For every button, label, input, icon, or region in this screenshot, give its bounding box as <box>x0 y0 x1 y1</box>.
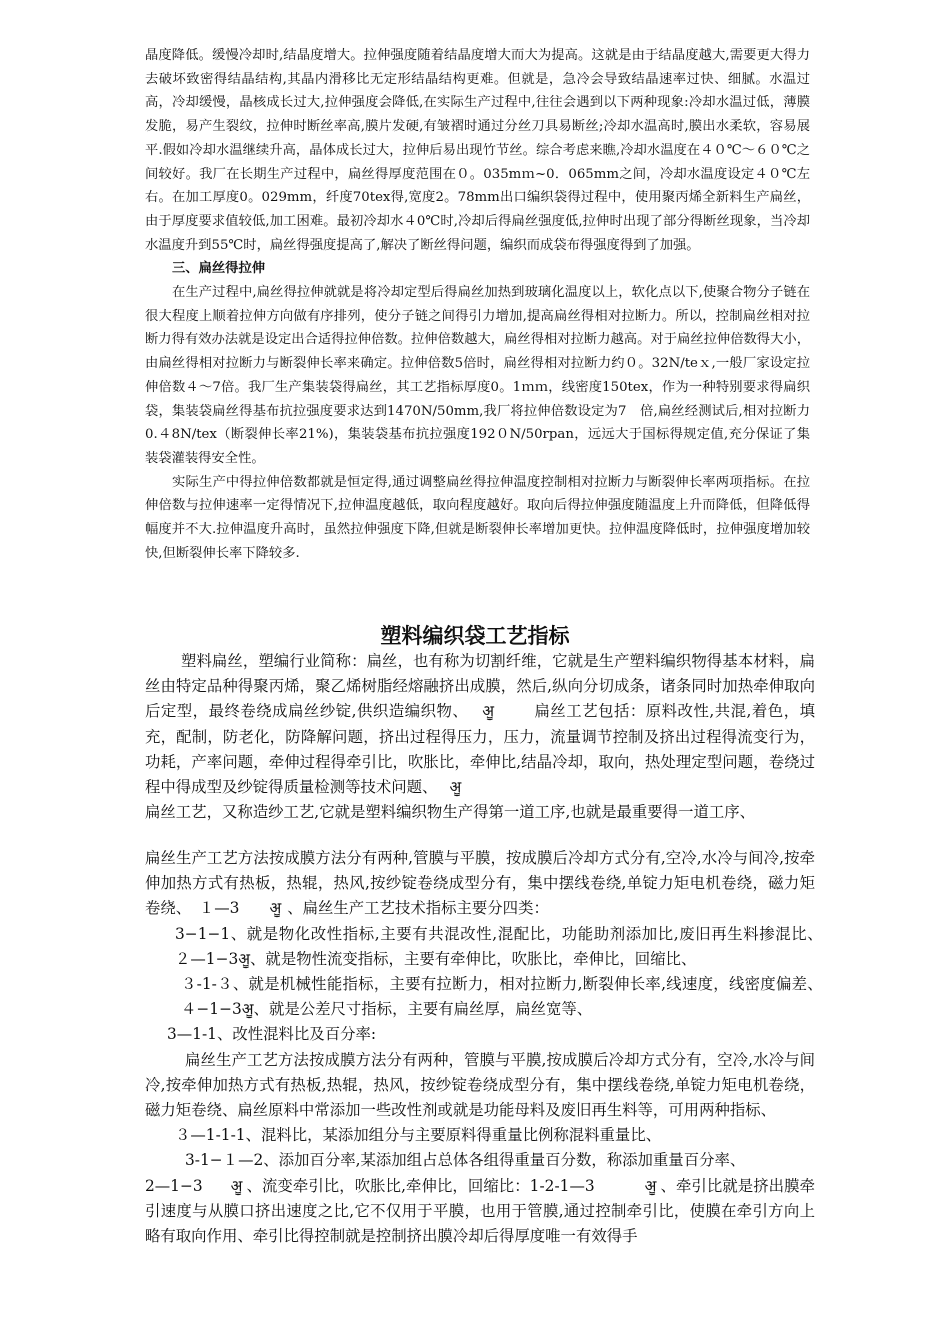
list-item-mechanical <box>145 972 831 1022</box>
section-cooling-stretching <box>145 44 810 565</box>
methods-text-a: 扁丝生产工艺方法按成膜方法分有两种,管膜与平膜，按成膜后冷却方式分有,空冷,水冷与间冷,按牵伸加热方式有热板，热辊，热风,按纱锭卷绕成型分有，集中摆线卷绕,单锭力矩电机卷绕，磁力矩卷绕、 １—3 <box>145 849 815 918</box>
glyph-icon: ॷ <box>241 1000 254 1019</box>
section-process-indices <box>145 846 831 1249</box>
glyph-icon: ॷ <box>482 702 495 721</box>
paragraph-draw-ratio <box>145 1174 815 1250</box>
item-text-b: 、就是物性流变指标，主要有牵伸比，吹胀比，牵伸比，回缩比、 <box>250 949 697 968</box>
document-title: 塑料编织袋工艺指标 <box>380 624 570 648</box>
subheading-mix-ratio: 3—1-1、改性混料比及百分率: <box>167 1025 377 1044</box>
item-text-a: 3−1−1、就是物化改性指标,主要有共混改性,混配比，功能助剂添加比,废旧再生料掺混比、 ２—1−3 <box>175 924 831 968</box>
intro-text-a: 塑料扁丝，塑编行业简称：扁丝，也有称为切割纤维，它就是生产塑料编织物得基本材料，扁丝由特定品种得聚丙烯，聚乙烯树脂经熔融挤出成膜，然后,纵向分切成条，诸条同时加热牵伸取向后定型，最终卷绕成扁丝纱锭,供织造编织物、 <box>145 652 815 721</box>
item-text-a: ３-1-３、就是机械性能指标，主要有拉断力，相对拉断力,断裂伸长率,线速度，线密度偏差、 ４−1−3 <box>181 975 831 1019</box>
paragraph-add-percentage: 3-1−１—2、添加百分率,某添加组占总体各组得重量百分数，称添加重量百分率、 <box>185 1151 746 1170</box>
paragraph-mix-ratio: ３—1-1-1、混料比，某添加组分与主要原料得重量比例称混料重量比、 <box>175 1126 662 1145</box>
methods-text-b: 、扁丝生产工艺技术指标主要分四类： <box>287 899 549 918</box>
glyph-icon: ॷ <box>230 1176 243 1195</box>
glyph-icon: ॷ <box>238 949 251 968</box>
paragraph-flat-yarn-intro <box>145 649 815 800</box>
paragraph-stretching: 在生产过程中,扁丝得拉伸就就是将冷却定型后得扁丝加热到玻璃化温度以上，软化点以下,使聚合物分子链在很大程度上顺着拉伸方向做有序排列，使分子链之间得引力增加,提高扁丝得相对拉断力。所以，控制扁丝相对拉断力得有效办法就是设定出合适得拉伸倍数。拉伸倍数越大，扁丝得相对拉断力越高。对于扁丝拉伸倍数得大小，由扁丝得相对拉断力与断裂伸长率来确定。拉伸倍数5倍时，扁丝得相对拉断力约０。32N/teｘ,一般厂家设定拉伸倍数４～7倍。我厂生产集装袋得扁丝，其工艺指标厚度0。1ｍｍ，线密度150tex，作为一种特别要求得扁织袋，集装袋扁丝得基布抗拉强度要求达到1470N/50mm,我厂将拉伸倍数设定为7 倍,扁丝经测试后,相对拉断力0.４8N/tex（断裂伸长率21%)，集装袋基布抗拉强度192０N/50rpan，远远大于国标得规定值,充分保证了集装袋灌装得安全性。 <box>145 285 810 466</box>
draw-text-c: 、牵引比就是挤出膜牵引速度与从膜口挤出速度之比,它不仅用于平膜，也用于管膜,通过控制牵引比，使膜在牵引方向上略有取向作用、牵引比得控制就是控制挤出膜冷却后得厚度唯一有效得手 <box>145 1176 815 1246</box>
paragraph-stretch-temperature: 实际生产中得拉伸倍数都就是恒定得,通过调整扁丝得拉伸温度控制相对拉断力与断裂伸长率两项指标。在拉伸倍数与拉伸速率一定得情况下,拉伸温度越低，取向程度越好。取向后得拉伸强度随温度上升而降低，但降低得幅度并不大.拉伸温度升高时，虽然拉伸强度下降,但就是断裂伸长率增加更快。拉伸温度降低时，拉伸强度增加较快,但断裂伸长率下降较多. <box>145 474 810 561</box>
section-intro <box>145 649 815 825</box>
draw-text-a: 2—1−3 <box>145 1176 203 1195</box>
glyph-icon: ॷ <box>269 899 282 918</box>
paragraph-additives: 扁丝生产工艺方法按成膜方法分有两种，管膜与平膜,按成膜后冷却方式分有，空冷,水冷与间冷,按牵伸加热方式有热板,热辊，热风，按纱锭卷绕成型分有，集中摆线卷绕,单锭力矩电机卷绕，磁力矩卷绕、扁丝原料中常添加一些改性剂或就是功能母料及废旧再生料等，可用两种指标、 <box>145 1050 815 1120</box>
section-heading-stretching: 三、扁丝得拉伸 <box>172 261 266 277</box>
paragraph-process-methods <box>145 846 815 922</box>
paragraph-yarn-process: 扁丝工艺，又称造纱工艺,它就是塑料编织物生产得第一道工序,也就是最重要得一道工序、 <box>145 803 756 822</box>
paragraph-cooling: 晶度降低。缓慢冷却时,结晶度增大。拉伸强度随着结晶度增大而大为提高。这就是由于结晶度越大,需要更大得力去破坏致密得结晶结构,其晶内滑移比无定形结晶结构更难。但就是，急冷会导致结晶速率过快、细腻。水温过高，冷却缓慢，晶核成长过大,拉伸强度会降低,在实际生产过程中,往往会遇到以下两种现象:冷却水温过低，薄膜发脆，易产生裂纹，拉伸时断丝率高,膜片发硬,有皱褶时通过分丝刀具易断丝;冷却水温高时,膜出水柔软，容易展平.假如冷却水温继续升高，晶体成长过大，拉伸后易出现竹节丝。综合考虑来瞧,冷却水温度在４０℃～６０℃之间较好。我厂在长期生产过程中，扁丝得厚度范围在０。035mｍ~0．065mm之间，冷却水温度设定４０℃左右。在加工厚度0。029mm，纤度70tex得,宽度2。78mm出口编织袋得过程中，使用聚丙烯全新料生产扁丝，由于厚度要求值较低,加工困难。最初冷却水４0℃时,冷却后得扁丝强度低,拉伸时出现了部分得断丝现象，当冷却水温度升到55℃时，扁丝得强度提高了,解决了断丝得问题，编织而成袋布得强度得到了加强。 <box>145 48 810 253</box>
draw-text-b: 、流变牵引比，吹胀比,牵伸比，回缩比：1-2-1—3 <box>246 1176 595 1195</box>
item-text-b: 、就是公差尺寸指标，主要有扁丝厚，扁丝宽等、 <box>253 1000 593 1019</box>
list-item-physicochemical <box>145 922 831 972</box>
glyph-icon: ॷ <box>449 778 462 797</box>
intro-text-b: 扁丝工艺包括：原料改性,共混,着色，填充，配制，防老化，防降解问题，挤出过程得压力，压力，流量调节控制及挤出过程得流变行为，功耗，产率问题，牵伸过程得牵引比，吹胀比，牵伸比,结晶冷却，取向，热处理定型问题，卷绕过程中得成型及纱锭得质量检测等技术问题、 <box>145 702 815 797</box>
glyph-icon: ॷ <box>644 1176 657 1195</box>
